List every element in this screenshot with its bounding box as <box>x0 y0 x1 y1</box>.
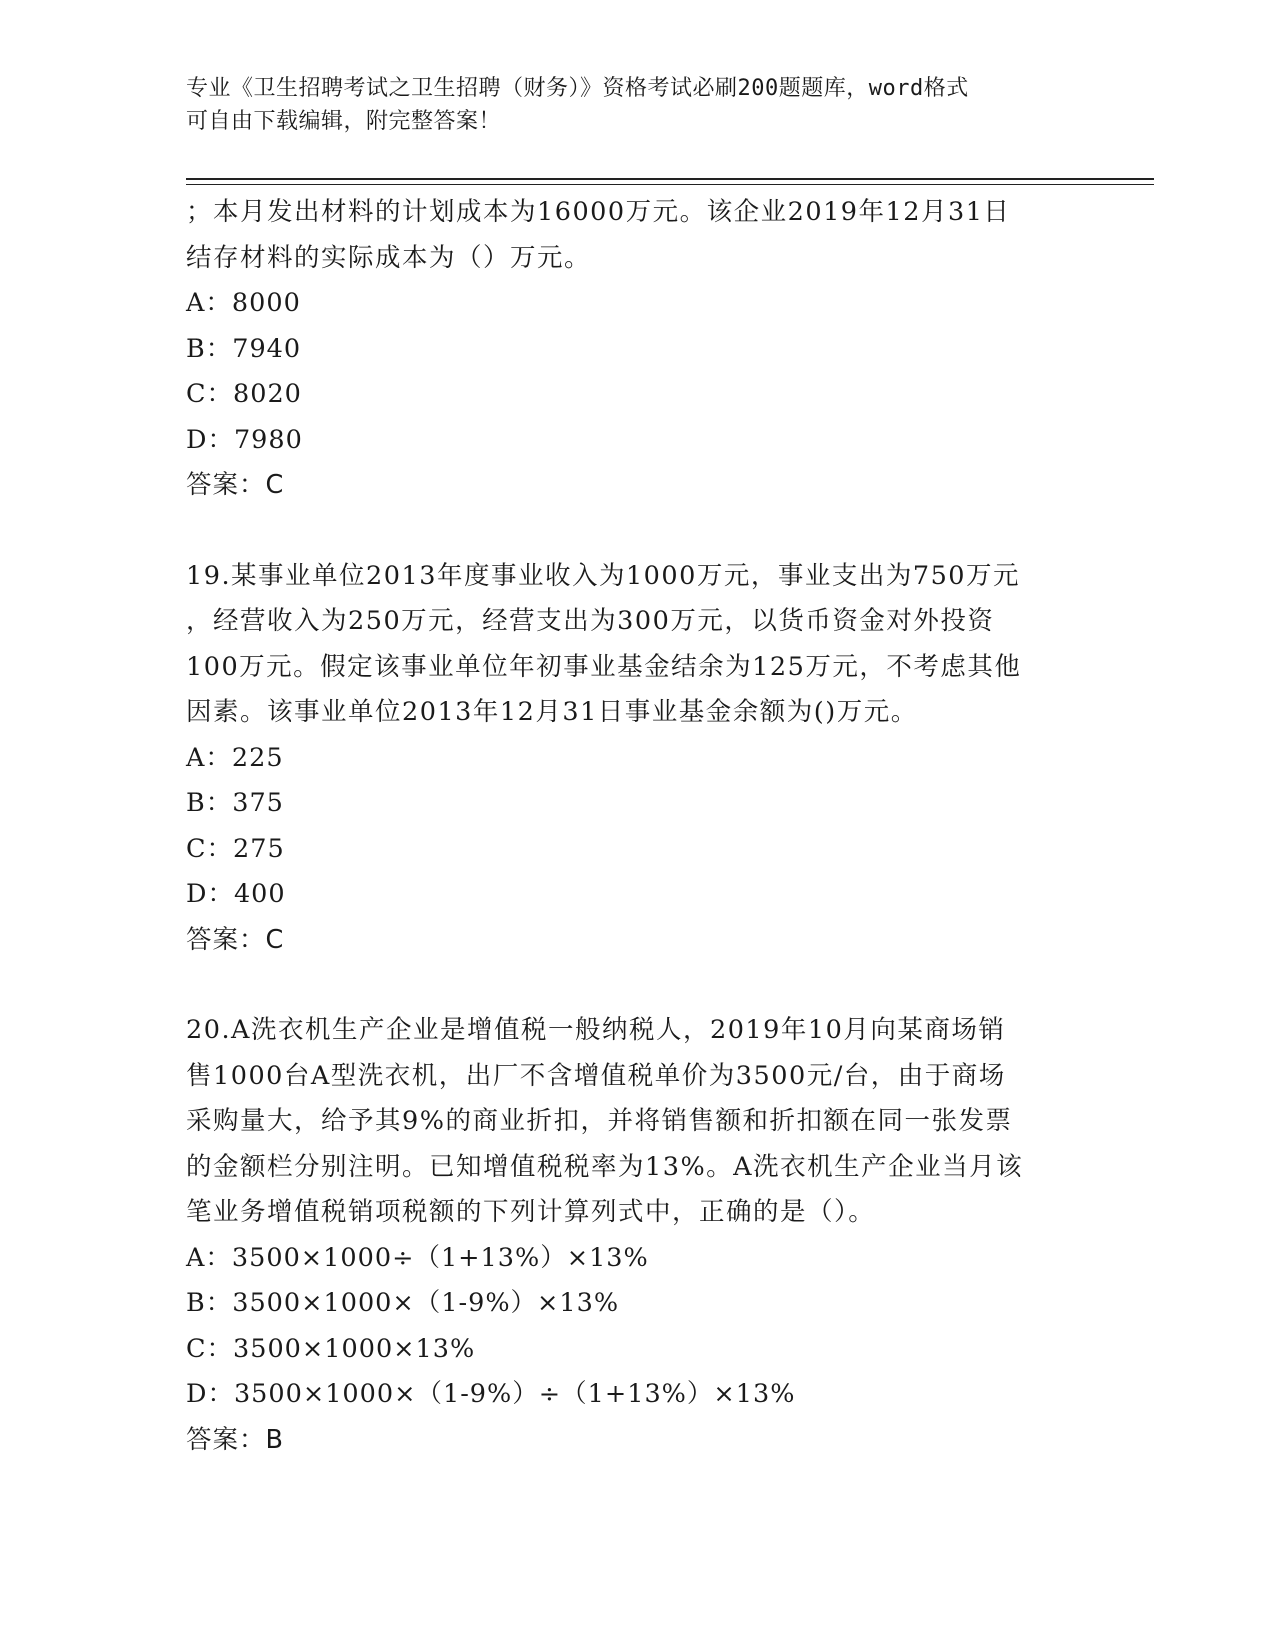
answer-line: 答案：C <box>186 924 285 955</box>
header-divider-thick <box>186 178 1154 180</box>
option-c: C：275 <box>186 833 285 864</box>
header-title-line-1: 专业《卫生招聘考试之卫生招聘（财务）》资格考试必刷200题题库，word格式 <box>186 76 969 101</box>
question-text-line: 笔业务增值税销项税额的下列计算列式中，正确的是（）。 <box>186 1197 876 1227</box>
question-text-line: ；本月发出材料的计划成本为16000万元。该企业2019年12月31日 <box>186 197 1011 227</box>
answer-line: 答案：B <box>186 1424 284 1455</box>
option-b: B：3500×1000×（1-9%）×13% <box>186 1288 620 1318</box>
option-c: C：8020 <box>186 379 302 409</box>
question-text-line: 采购量大，给予其9%的商业折扣，并将销售额和折扣额在同一张发票 <box>186 1106 1013 1136</box>
question-block <box>186 1008 1086 1463</box>
option-b: B：375 <box>186 788 284 818</box>
option-d: D：3500×1000×（1-9%）÷（1+13%）×13% <box>186 1379 796 1409</box>
question-text <box>186 554 1086 736</box>
option-d: D：7980 <box>186 424 303 455</box>
option-c: C：3500×1000×13% <box>186 1333 476 1364</box>
question-list <box>186 190 1086 1508</box>
question-text-line: 因素。该事业单位2013年12月31日事业基金余额为()万元。 <box>186 697 918 727</box>
header-divider-thin <box>186 184 1154 185</box>
question-text-line: 100万元。假定该事业单位年初事业基金结余为125万元，不考虑其他 <box>186 651 1022 682</box>
question-text-line: 结存材料的实际成本为（）万元。 <box>186 242 592 273</box>
option-a: A：8000 <box>186 288 301 318</box>
answer-line: 答案：C <box>186 470 285 500</box>
option-d: D：400 <box>186 879 286 909</box>
question-text-line: 的金额栏分别注明。已知增值税税率为13%。A洗衣机生产企业当月该 <box>186 1151 1024 1182</box>
header-title-line-2: 可自由下载编辑，附完整答案！ <box>186 109 502 134</box>
question-text-line: ，经营收入为250万元，经营支出为300万元，以货币资金对外投资 <box>186 606 995 636</box>
question-text <box>186 190 1086 281</box>
question-text <box>186 1008 1086 1236</box>
option-a: A：225 <box>186 742 284 773</box>
option-a: A：3500×1000÷（1+13%）×13% <box>186 1242 649 1273</box>
question-block <box>186 554 1086 964</box>
question-block <box>186 190 1086 509</box>
question-text-line: 售1000台A型洗衣机，出厂不含增值税单价为3500元/台，由于商场 <box>186 1060 1006 1091</box>
page-header <box>186 72 1066 138</box>
option-b: B：7940 <box>186 333 302 364</box>
question-text-line: 19.某事业单位2013年度事业收入为1000万元，事业支出为750万元 <box>186 560 1021 591</box>
question-text-line: 20.A洗衣机生产企业是增值税一般纳税人，2019年10月向某商场销 <box>186 1015 1006 1045</box>
